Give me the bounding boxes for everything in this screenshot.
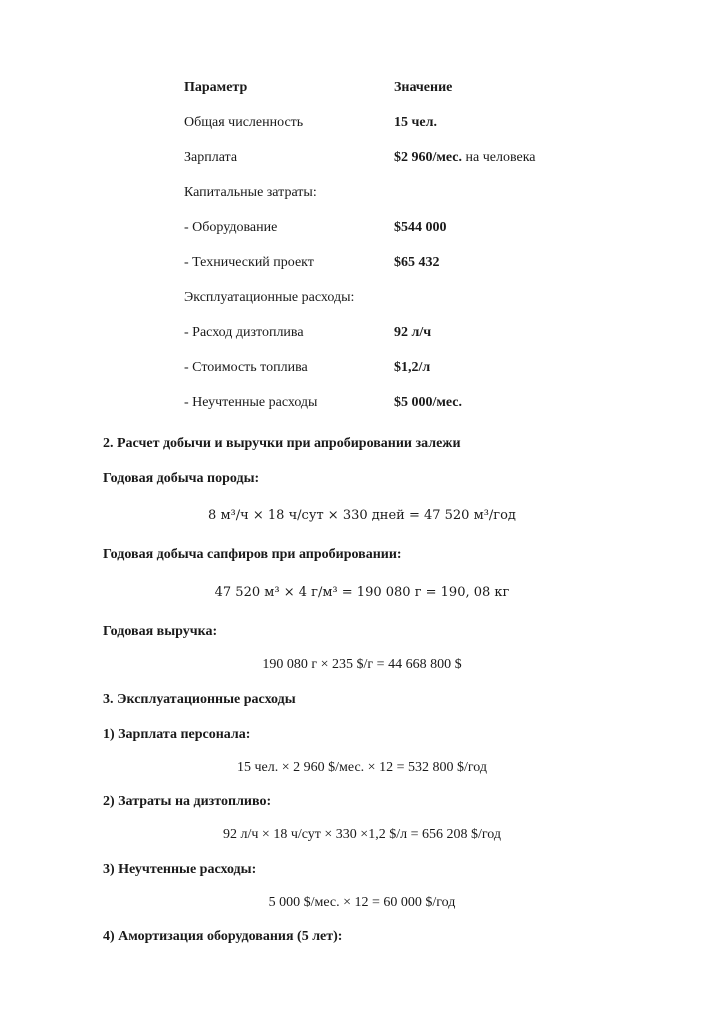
param-cell: - Неучтенные расходы bbox=[184, 395, 318, 410]
table-row bbox=[184, 113, 604, 148]
unaccounted-costs-formula: 5 000 $/мес. × 12 = 60 000 $/год bbox=[268, 895, 456, 910]
value-cell: $65 432 bbox=[394, 255, 440, 270]
table-row bbox=[184, 183, 604, 218]
value-cell: $544 000 bbox=[394, 220, 447, 235]
value-cell: 92 л/ч bbox=[394, 325, 432, 340]
annual-revenue-formula: 190 080 г × 235 $/г = 44 668 800 $ bbox=[262, 657, 462, 672]
fuel-cost-formula: 92 л/ч × 18 ч/сут × 330 ×1,2 $/л = 656 208 $/год bbox=[223, 827, 501, 842]
table-row bbox=[184, 358, 604, 393]
param-cell: - Технический проект bbox=[184, 255, 314, 270]
value-cell: $1,2/л bbox=[394, 360, 431, 375]
rock-production-label: Годовая добыча породы: bbox=[103, 471, 260, 486]
value-cell: 15 чел. bbox=[394, 115, 437, 130]
salary-label: 1) Зарплата персонала: bbox=[103, 727, 251, 742]
amortization-label: 4) Амортизация оборудования (5 лет): bbox=[103, 929, 343, 944]
value-suffix: на человека bbox=[462, 150, 536, 165]
annual-revenue-label: Годовая выручка: bbox=[103, 624, 218, 639]
table-row bbox=[184, 148, 604, 183]
table-row bbox=[184, 393, 604, 428]
sapphire-production-label: Годовая добыча сапфиров при апробировании: bbox=[103, 547, 402, 562]
salary-formula: 15 чел. × 2 960 $/мес. × 12 = 532 800 $/год bbox=[237, 760, 487, 775]
param-cell: - Расход дизтоплива bbox=[184, 325, 304, 340]
parameters-table bbox=[184, 78, 604, 428]
param-cell: - Оборудование bbox=[184, 220, 278, 235]
table-row bbox=[184, 253, 604, 288]
section-2-heading: 2. Расчет добычи и выручки при апробировании залежи bbox=[103, 436, 461, 451]
section-3-heading: 3. Эксплуатационные расходы bbox=[103, 692, 296, 707]
value-column-header: Значение bbox=[394, 80, 453, 95]
param-cell: Общая численность bbox=[184, 115, 304, 130]
param-cell: Эксплуатационные расходы: bbox=[184, 290, 355, 305]
value-cell: $5 000/мес. bbox=[394, 395, 463, 410]
value-cell: $2 960/мес. bbox=[394, 150, 463, 165]
unaccounted-costs-label: 3) Неучтенные расходы: bbox=[103, 862, 257, 877]
table-header-row bbox=[184, 78, 604, 113]
table-row bbox=[184, 218, 604, 253]
fuel-cost-label: 2) Затраты на дизтопливо: bbox=[103, 794, 272, 809]
table-row bbox=[184, 288, 604, 323]
param-column-header: Параметр bbox=[184, 80, 248, 95]
sapphire-production-formula: 47 520 м³ × 4 г/м³ = 190 080 г = 190, 08 кг bbox=[214, 585, 510, 600]
rock-production-formula: 8 м³/ч × 18 ч/сут × 330 дней = 47 520 м³/год bbox=[208, 508, 516, 523]
table-row bbox=[184, 323, 604, 358]
param-cell: Капитальные затраты: bbox=[184, 185, 317, 200]
param-cell: - Стоимость топлива bbox=[184, 360, 308, 375]
param-cell: Зарплата bbox=[184, 150, 238, 165]
